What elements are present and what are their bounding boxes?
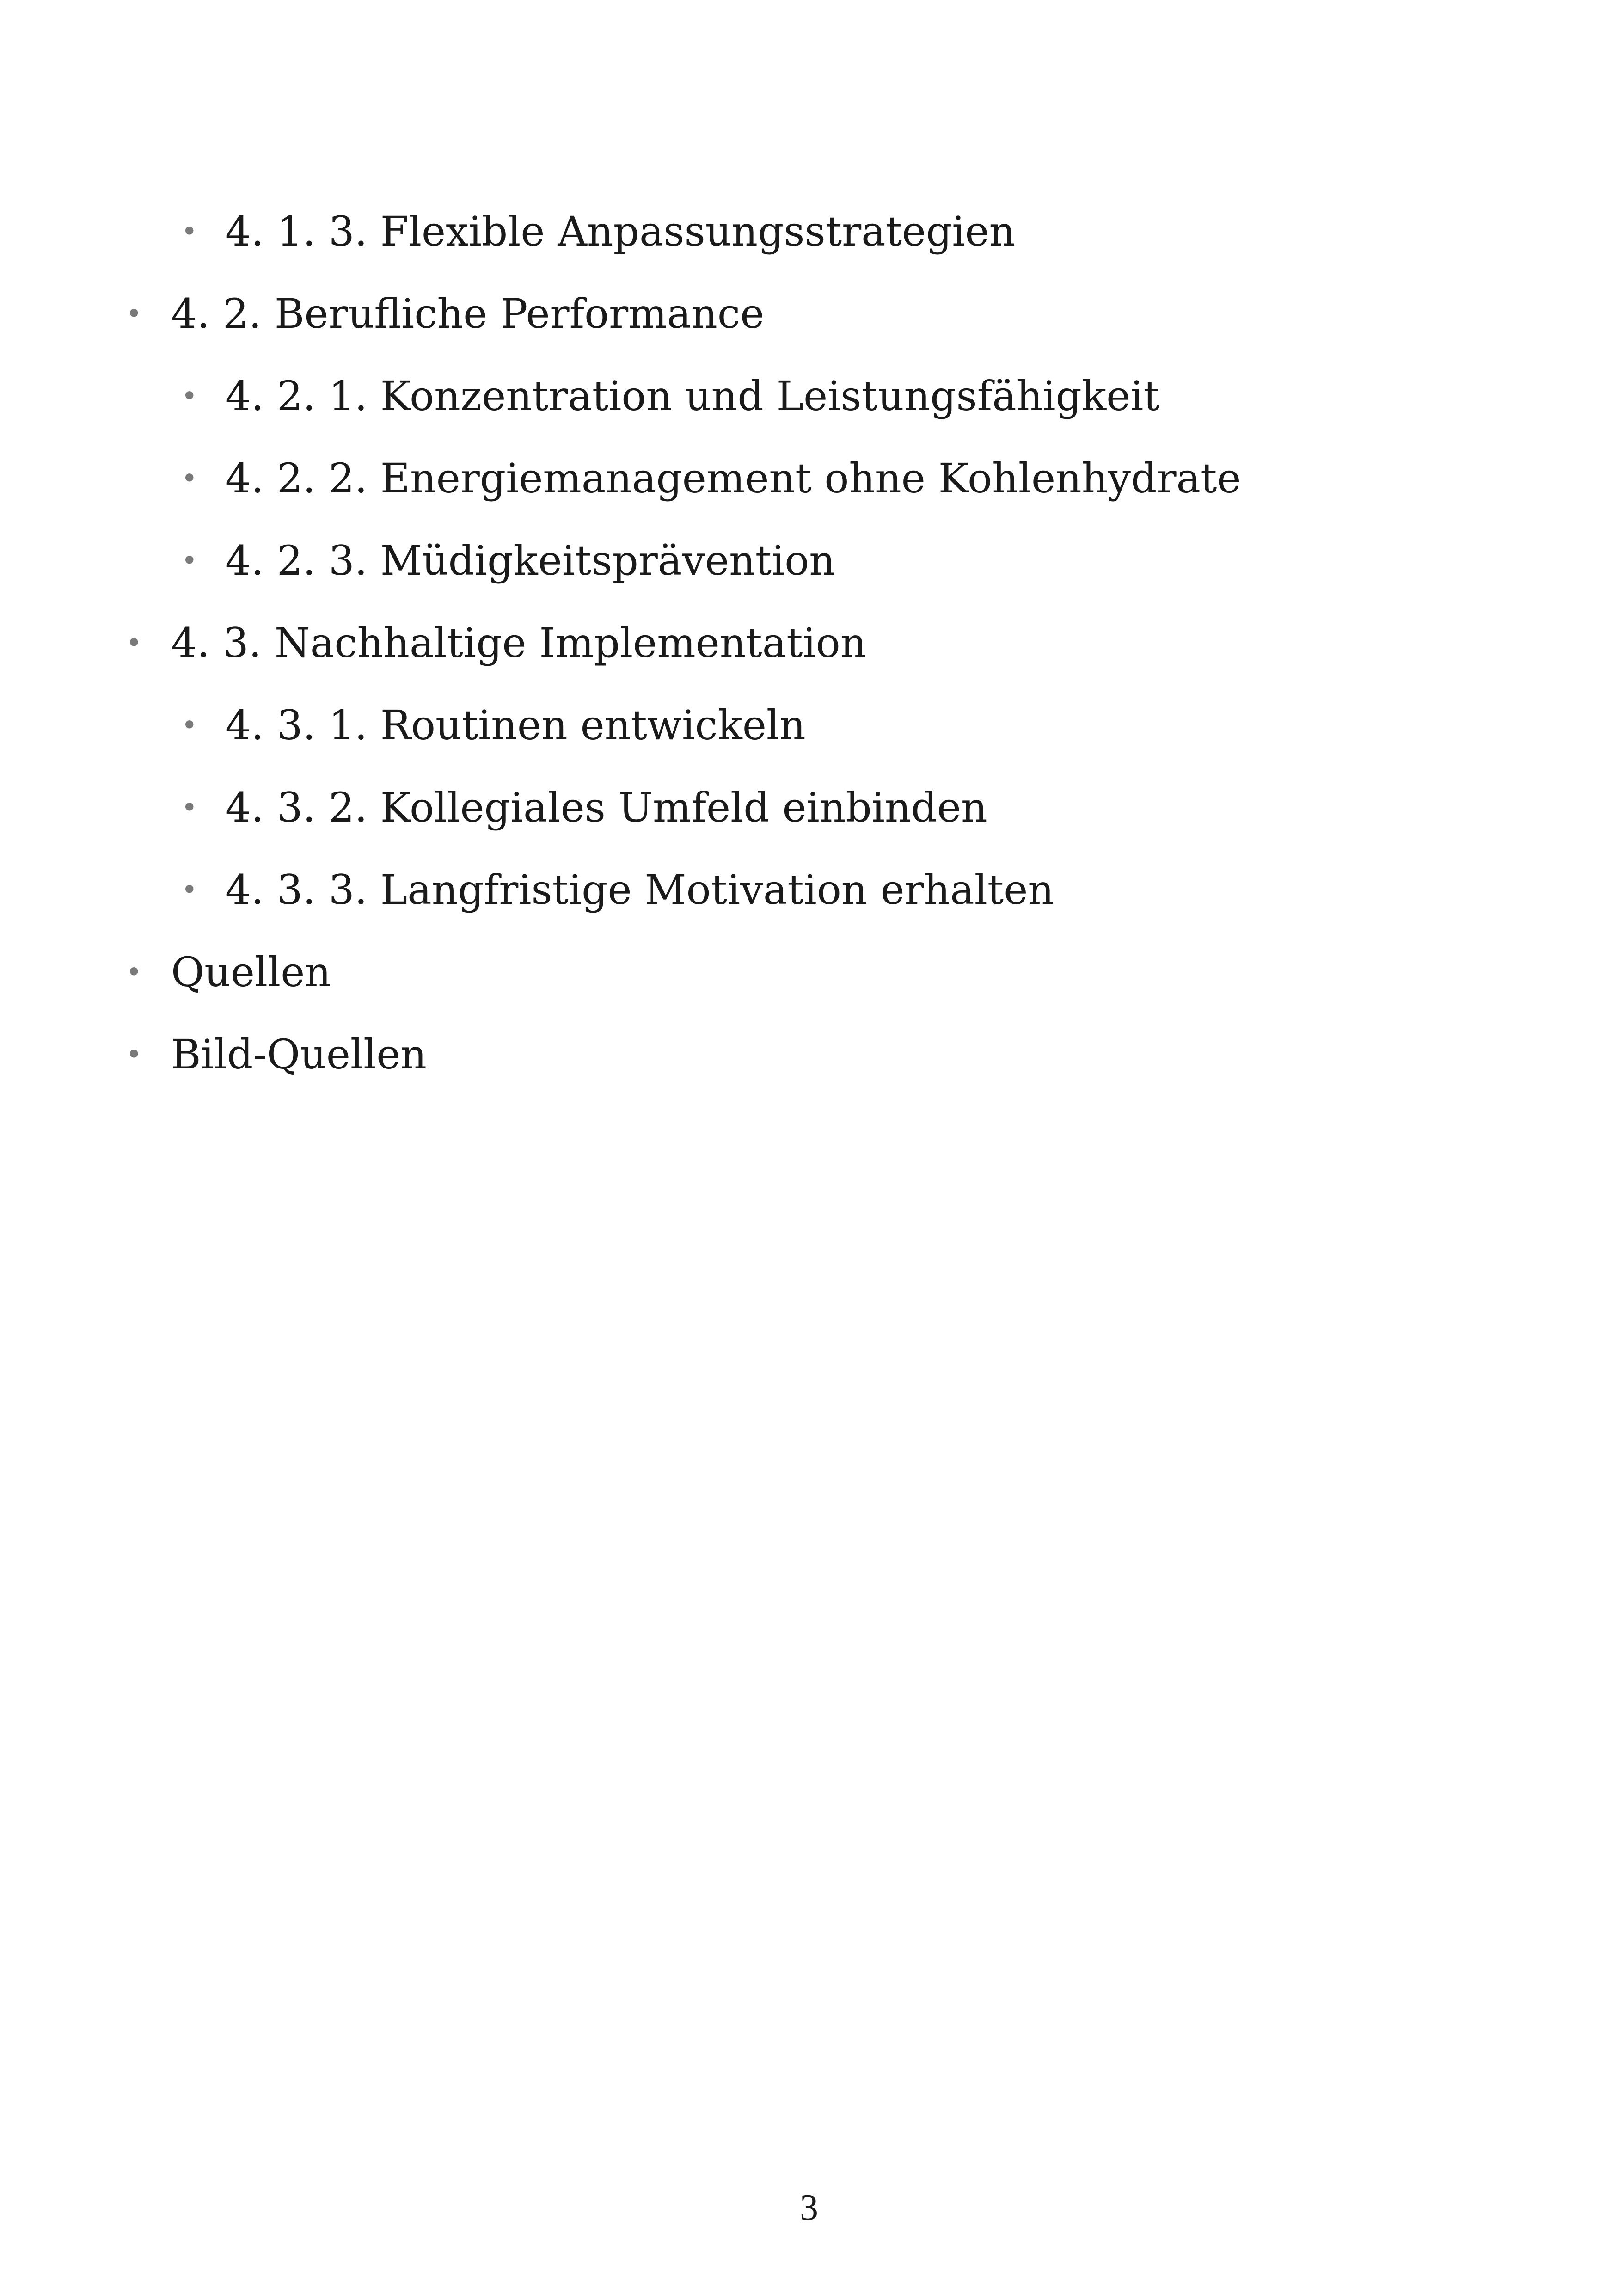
page-number: 3 <box>800 2187 818 2228</box>
bullet-icon: • <box>126 627 142 659</box>
toc-item <box>0 1022 1618 1104</box>
toc-item <box>0 610 1618 693</box>
bullet-icon: • <box>181 545 198 577</box>
toc-item-label: 4. 1. 3. Flexible Anpassungsstrategien <box>225 208 1016 255</box>
toc-item <box>0 446 1618 528</box>
bullet-icon: • <box>126 298 142 330</box>
bullet-icon: • <box>126 1038 142 1071</box>
toc-item-label: 4. 2. Berufliche Performance <box>171 290 765 338</box>
toc-item <box>0 281 1618 363</box>
bullet-icon: • <box>181 874 198 906</box>
toc-item <box>0 775 1618 857</box>
toc-item-label: 4. 3. 2. Kollegiales Umfeld einbinden <box>225 784 987 831</box>
bullet-icon: • <box>181 380 198 412</box>
bullet-icon: • <box>181 462 198 495</box>
bullet-icon: • <box>181 709 198 742</box>
toc-item-label: Quellen <box>171 948 331 996</box>
toc-item-label: 4. 3. 1. Routinen entwickeln <box>225 701 806 749</box>
toc-item-label: 4. 2. 1. Konzentration und Leistungsfähigkeit <box>225 372 1160 420</box>
table-of-contents <box>0 199 1618 1104</box>
toc-item-label: 4. 3. 3. Langfristige Motivation erhalten <box>225 866 1054 914</box>
toc-item <box>0 857 1618 939</box>
toc-item-label: 4. 3. Nachhaltige Implementation <box>171 619 867 667</box>
toc-item <box>0 939 1618 1022</box>
toc-item <box>0 363 1618 446</box>
toc-item <box>0 528 1618 610</box>
toc-item-label: 4. 2. 2. Energiemanagement ohne Kohlenhydrate <box>225 454 1241 502</box>
bullet-icon: • <box>181 215 198 248</box>
toc-item-label: 4. 2. 3. Müdigkeitsprävention <box>225 537 835 584</box>
toc-item <box>0 693 1618 775</box>
bullet-icon: • <box>181 792 198 824</box>
toc-item <box>0 199 1618 281</box>
bullet-icon: • <box>126 956 142 988</box>
toc-item-label: Bild-Quellen <box>171 1031 427 1078</box>
